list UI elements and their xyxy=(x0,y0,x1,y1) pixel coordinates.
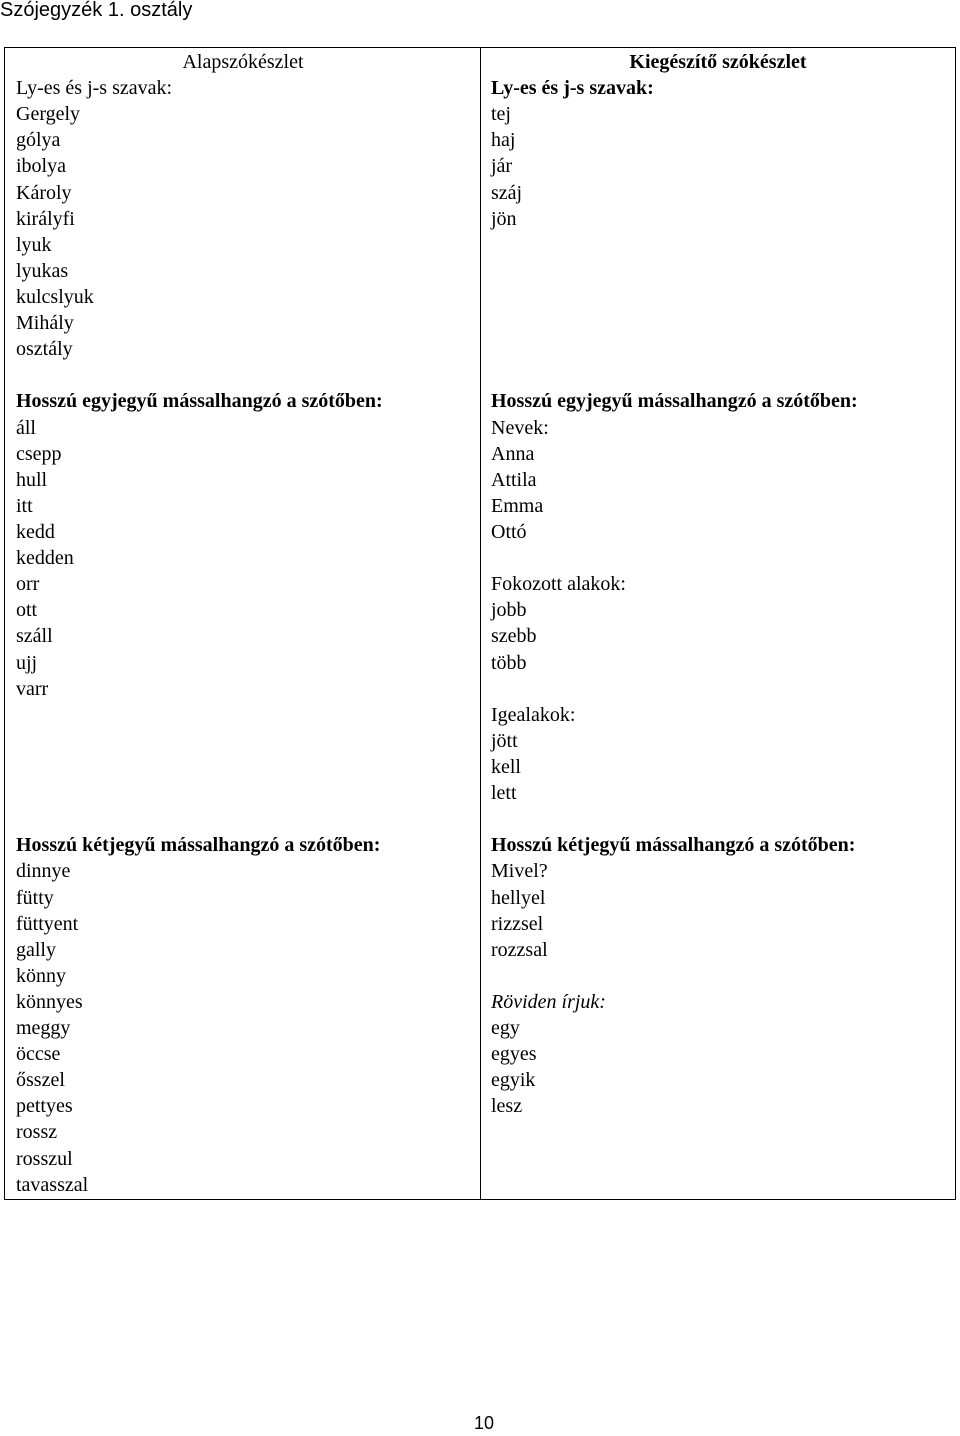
vocabulary-table xyxy=(4,47,956,1200)
word-list xyxy=(16,101,481,362)
word-item: ott xyxy=(16,599,38,622)
word-item: pettyes xyxy=(16,1095,73,1118)
extra-vocabulary-cell xyxy=(481,388,955,806)
word-list xyxy=(491,728,955,806)
word-item: itt xyxy=(16,494,33,517)
word-item: gólya xyxy=(16,129,61,152)
section-heading: Ly-es és j-s szavak: xyxy=(16,77,173,100)
word-list xyxy=(491,101,955,232)
word-list xyxy=(491,441,955,545)
word-item: áll xyxy=(16,416,36,439)
word-item: egyes xyxy=(491,1043,537,1066)
word-item: jött xyxy=(491,729,518,752)
word-list xyxy=(491,597,955,675)
column-header-extra: Kiegészítő szókészlet xyxy=(629,51,807,73)
word-item: lett xyxy=(491,782,517,805)
group-label: Fokozott alakok: xyxy=(491,573,626,596)
word-item: varr xyxy=(16,677,49,700)
group-label: Igealakok: xyxy=(491,703,576,726)
group-label: Nevek: xyxy=(491,416,549,439)
word-item: Mihály xyxy=(16,312,74,335)
word-item: haj xyxy=(491,129,516,152)
word-item: meggy xyxy=(16,1017,71,1040)
word-item: rizzsel xyxy=(491,912,544,935)
word-item: jár xyxy=(491,155,513,178)
word-group-verb-forms xyxy=(491,702,955,806)
word-item: kulcslyuk xyxy=(16,285,94,308)
word-group-written-short xyxy=(491,989,955,1120)
word-item: Emma xyxy=(491,494,544,517)
word-item: orr xyxy=(16,573,40,596)
section-heading: Hosszú egyjegyű mássalhangzó a szótőben: xyxy=(491,390,858,413)
extra-vocabulary-cell xyxy=(481,832,955,1119)
section-heading: Ly-es és j-s szavak: xyxy=(491,77,654,100)
word-item: jobb xyxy=(491,599,527,622)
word-item: gally xyxy=(16,938,56,961)
word-item: több xyxy=(491,651,527,674)
word-item: kedd xyxy=(16,520,55,543)
word-item: szebb xyxy=(491,625,537,648)
section-heading: Hosszú egyjegyű mássalhangzó a szótőben: xyxy=(16,390,383,413)
word-item: ujj xyxy=(16,651,38,674)
word-item: öccse xyxy=(16,1043,61,1066)
column-header-basic: Alapszókészlet xyxy=(182,51,304,73)
word-item: ősszel xyxy=(16,1069,65,1092)
word-item: hull xyxy=(16,468,48,491)
word-item: füttyent xyxy=(16,912,79,935)
word-item: osztály xyxy=(16,338,73,361)
page-number: 10 xyxy=(474,1413,495,1433)
page-title: Szójegyzék 1. osztály xyxy=(0,0,193,21)
word-group-comparatives xyxy=(491,571,955,675)
word-item: lesz xyxy=(491,1095,523,1118)
word-item: Károly xyxy=(16,181,72,204)
word-item: rozzsal xyxy=(491,938,548,961)
basic-vocabulary-cell xyxy=(5,49,481,362)
word-item: Ottó xyxy=(491,520,527,543)
word-item: jön xyxy=(491,207,517,230)
basic-vocabulary-cell xyxy=(5,388,481,701)
word-item: rossz xyxy=(16,1121,58,1144)
word-item: Attila xyxy=(491,468,537,491)
word-item: rosszul xyxy=(16,1147,73,1170)
word-item: dinnye xyxy=(16,860,71,883)
word-item: száll xyxy=(16,625,53,648)
word-item: egy xyxy=(491,1017,520,1040)
group-label: Röviden írjuk: xyxy=(491,990,606,1013)
word-item: lyukas xyxy=(16,259,69,282)
word-item: Anna xyxy=(491,442,535,465)
word-item: tavasszal xyxy=(16,1173,89,1196)
word-item: lyuk xyxy=(16,233,52,256)
word-list xyxy=(16,858,481,1197)
column-divider xyxy=(480,48,481,1199)
word-item: kedden xyxy=(16,547,74,570)
word-item: egyik xyxy=(491,1069,536,1092)
word-item: csepp xyxy=(16,442,62,465)
extra-vocabulary-cell xyxy=(481,49,955,232)
section-heading: Hosszú kétjegyű mássalhangzó a szótőben: xyxy=(491,834,856,857)
group-label: Mivel? xyxy=(491,860,548,883)
word-item: királyfi xyxy=(16,207,75,230)
word-group-with-what xyxy=(491,858,955,962)
word-item: könnyes xyxy=(16,990,83,1013)
section-heading: Hosszú kétjegyű mássalhangzó a szótőben: xyxy=(16,834,381,857)
word-item: kell xyxy=(491,755,521,778)
word-list xyxy=(16,415,481,702)
word-item: Gergely xyxy=(16,103,81,126)
word-list xyxy=(491,885,955,963)
word-list xyxy=(491,1015,955,1119)
word-item: tej xyxy=(491,103,511,126)
word-group-names xyxy=(491,415,955,546)
word-item: könny xyxy=(16,964,66,987)
basic-vocabulary-cell xyxy=(5,832,481,1198)
word-item: ibolya xyxy=(16,155,66,178)
word-item: fütty xyxy=(16,886,54,909)
word-item: hellyel xyxy=(491,886,546,909)
word-item: száj xyxy=(491,181,523,204)
